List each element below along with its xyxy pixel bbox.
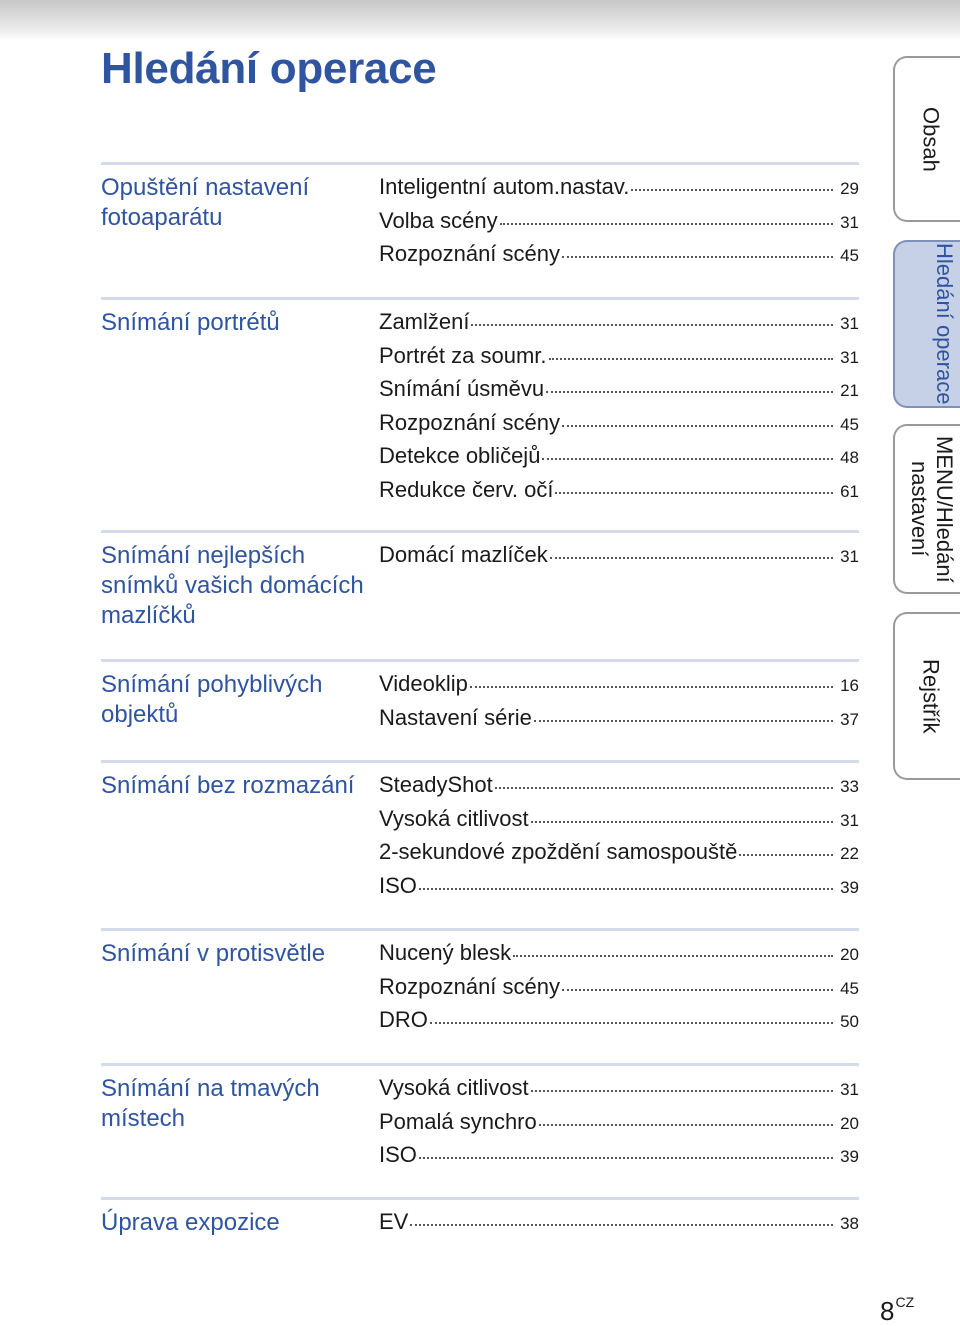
entry-link[interactable]: Videoklip 16: [379, 671, 859, 696]
section-no-blur: [101, 760, 859, 898]
section-exposure: [101, 1197, 859, 1236]
entry-link[interactable]: Volba scény 31: [379, 207, 859, 233]
page-suffix: CZ: [895, 1294, 915, 1310]
entry-link[interactable]: Pomalá synchro 20: [379, 1108, 859, 1134]
entry-link[interactable]: Redukce červ. očí 61: [379, 476, 859, 502]
category-label: Snímání portrétů: [101, 309, 280, 336]
entry-link[interactable]: Rozpoznání scény 45: [379, 241, 859, 266]
category-label: Snímání pohyblivých objektů: [101, 671, 323, 728]
header-gradient-bar: [0, 0, 960, 40]
page-title: Hledání operace: [101, 44, 437, 93]
tab-obsah[interactable]: Obsah: [893, 56, 960, 222]
entry-link[interactable]: Rozpoznání scény 45: [379, 973, 859, 999]
entry-link[interactable]: ISO 39: [379, 872, 859, 898]
category-label: Snímání nejlepších snímků vašich domácích mazlíčků: [101, 542, 364, 629]
category-label: Opuštění nastavení fotoaparátu: [101, 174, 310, 231]
category-label: Snímání na tmavých místech: [101, 1075, 320, 1132]
category-label: Snímání bez rozmazání: [101, 772, 355, 799]
entry-link[interactable]: Snímání úsměvu 21: [379, 376, 859, 401]
entry-link[interactable]: Portrét za soumr. 31: [379, 342, 859, 368]
category-label: Snímání v protisvětle: [101, 940, 326, 967]
entry-link[interactable]: Vysoká citlivost 31: [379, 805, 859, 831]
entry-link[interactable]: Domácí mazlíček 31: [379, 542, 859, 567]
entry-link[interactable]: Nastavení série 37: [379, 704, 859, 730]
entry-link[interactable]: 2-sekundové zpoždění samospouště 22: [379, 839, 859, 864]
page-number: $8^{CZ}$: [880, 1294, 915, 1326]
section-pets: [101, 530, 859, 629]
entry-link[interactable]: ISO 39: [379, 1142, 859, 1167]
entry-link[interactable]: SteadyShot 33: [379, 772, 859, 797]
entry-link[interactable]: Rozpoznání scény 45: [379, 409, 859, 435]
entry-link[interactable]: Inteligentní autom.nastav. 29: [379, 174, 859, 199]
section-portraits: [101, 297, 859, 502]
section-camera-settings: [101, 162, 859, 266]
section-moving-subjects: [101, 659, 859, 730]
entry-link[interactable]: Vysoká citlivost 31: [379, 1075, 859, 1100]
entry-link[interactable]: DRO 50: [379, 1007, 859, 1032]
section-backlight: [101, 928, 859, 1032]
entry-link[interactable]: Nucený blesk 20: [379, 940, 859, 965]
tab-hledani-operace[interactable]: Hledání operace: [893, 240, 960, 408]
section-dark-places: [101, 1063, 859, 1167]
entry-link[interactable]: Detekce obličejů 48: [379, 443, 859, 468]
entry-link[interactable]: Zamlžení 31: [379, 309, 859, 334]
tab-menu-hledani-nastaveni[interactable]: MENU/Hledání nastavení: [893, 424, 960, 594]
entry-link[interactable]: EV 38: [379, 1209, 859, 1234]
category-label: Úprava expozice: [101, 1209, 280, 1236]
tab-rejstrik[interactable]: Rejstřík: [893, 612, 960, 780]
